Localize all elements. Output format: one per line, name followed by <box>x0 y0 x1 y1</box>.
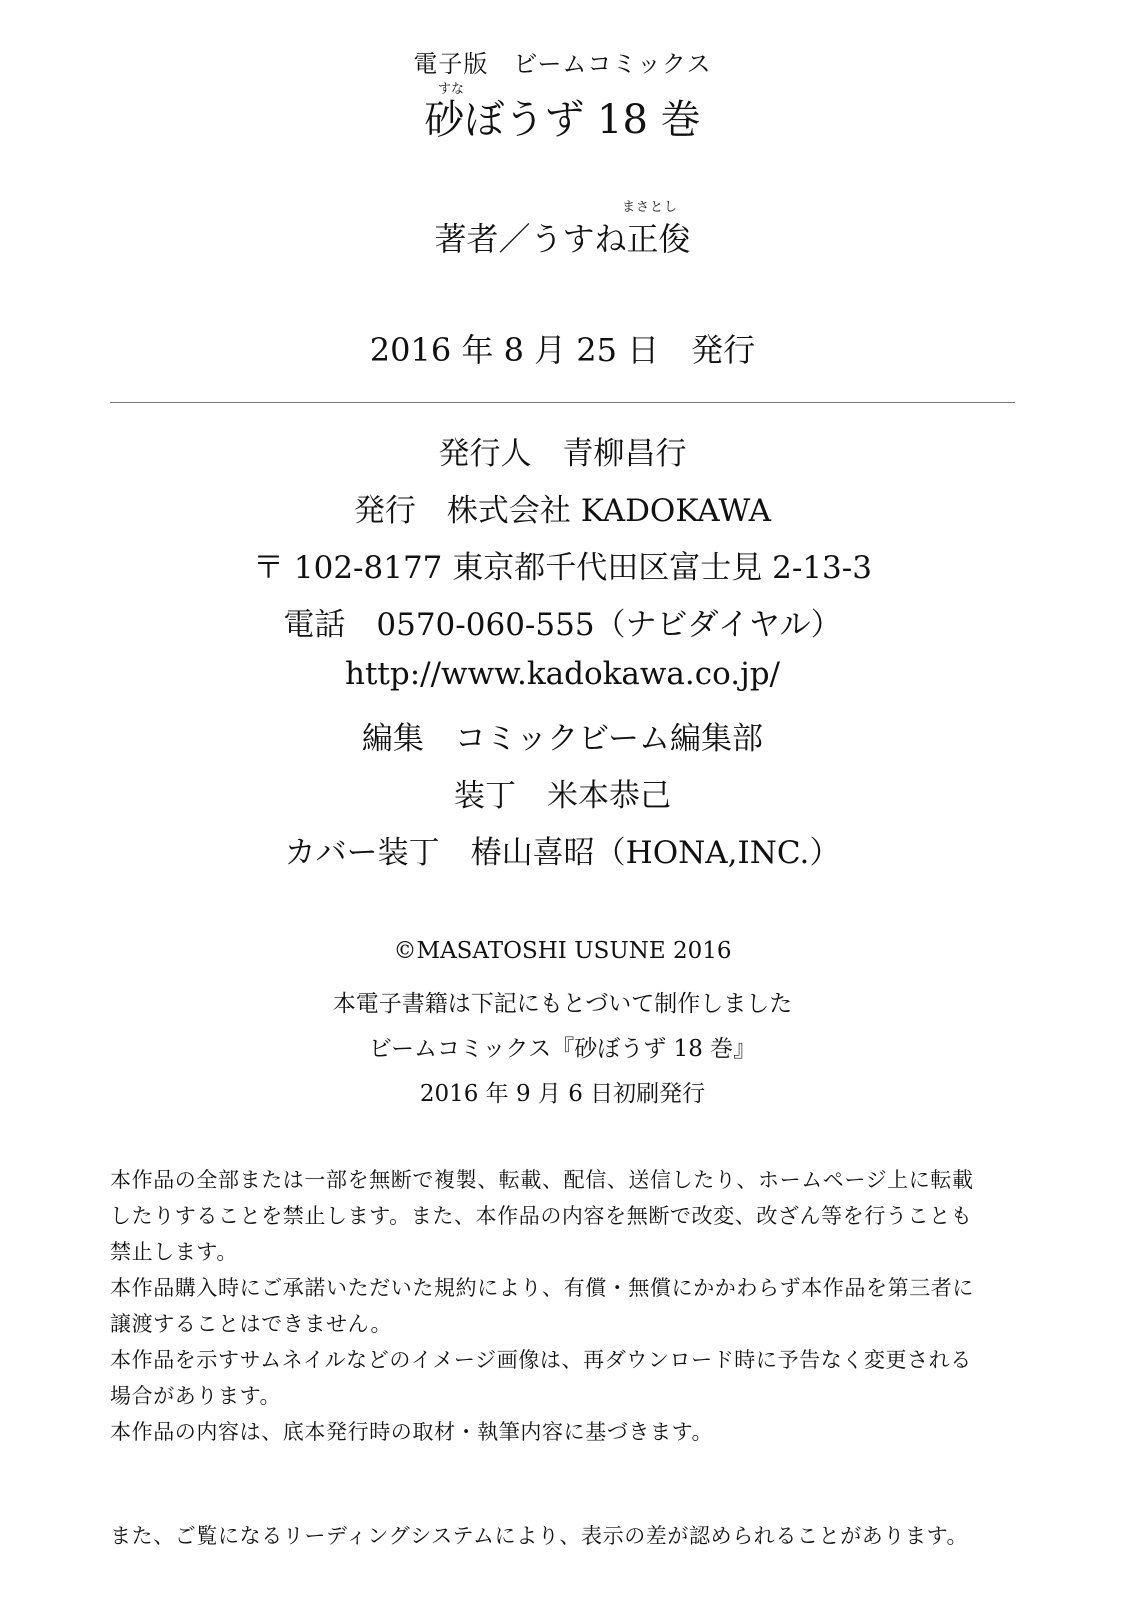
copyright-line: ©MASATOSHI USUNE 2016 <box>393 938 732 964</box>
series-label: 電子版 ビームコミックス <box>413 50 712 78</box>
author-ruby: まさとし <box>622 200 679 215</box>
note-line: 本作品購入時にご承諾いただいた規約により、有償・無償にかかわらず本作品を第三者に <box>110 1276 974 1300</box>
credit-publisher: 発行 株式会社 KADOKAWA <box>353 493 772 529</box>
note-line: 禁止します。 <box>110 1240 238 1264</box>
source-note: 本電子書籍は下記にもとづいて制作しました <box>332 991 793 1017</box>
note-line: 本作品の全部または一部を無断で複製、転載、配信、送信したり、ホームページ上に転載 <box>110 1168 974 1192</box>
credit-cover-design: カバー装丁 椿山喜昭（HONA,INC.） <box>284 835 841 871</box>
note-line: したりすることを禁止します。また、本作品の内容を無断で改変、改ざん等を行うことも <box>110 1204 973 1228</box>
note-line: 譲渡することはできません。 <box>110 1312 393 1336</box>
credit-address: 〒 102-8177 東京都千代田区富士見 2-13-3 <box>253 550 872 586</box>
credit-url: http://www.kadokawa.co.jp/ <box>345 656 780 692</box>
note-line: 場合があります。 <box>110 1384 282 1408</box>
book-title: 砂ぼうず 18 巻 <box>424 97 701 143</box>
title-ruby: すな <box>438 82 465 97</box>
final-note: また、ご覧になるリーディングシステムにより、表示の差が認められることがあります。 <box>110 1524 969 1548</box>
divider <box>110 402 1015 403</box>
note-line: 本作品を示すサムネイルなどのイメージ画像は、再ダウンロード時に予告なく変更される <box>110 1348 972 1372</box>
credit-phone: 電話 0570-060-555（ナビダイヤル） <box>283 607 842 643</box>
publication-date: 2016 年 8 月 25 日 発行 <box>369 331 756 369</box>
credit-editing: 編集 コミックビーム編集部 <box>361 721 764 757</box>
author-line: 著者／うすね正俊 <box>434 220 691 258</box>
credit-design: 装丁 米本恭己 <box>454 778 671 814</box>
credit-publisher-person: 発行人 青柳昌行 <box>438 436 687 472</box>
note-line: 本作品の内容は、底本発行時の取材・執筆内容に基づきます。 <box>110 1420 714 1444</box>
source-date: 2016 年 9 月 6 日初刷発行 <box>419 1081 706 1107</box>
source-title: ビームコミックス『砂ぼうず 18 巻』 <box>368 1036 757 1062</box>
legal-notes <box>110 1162 1020 1450</box>
